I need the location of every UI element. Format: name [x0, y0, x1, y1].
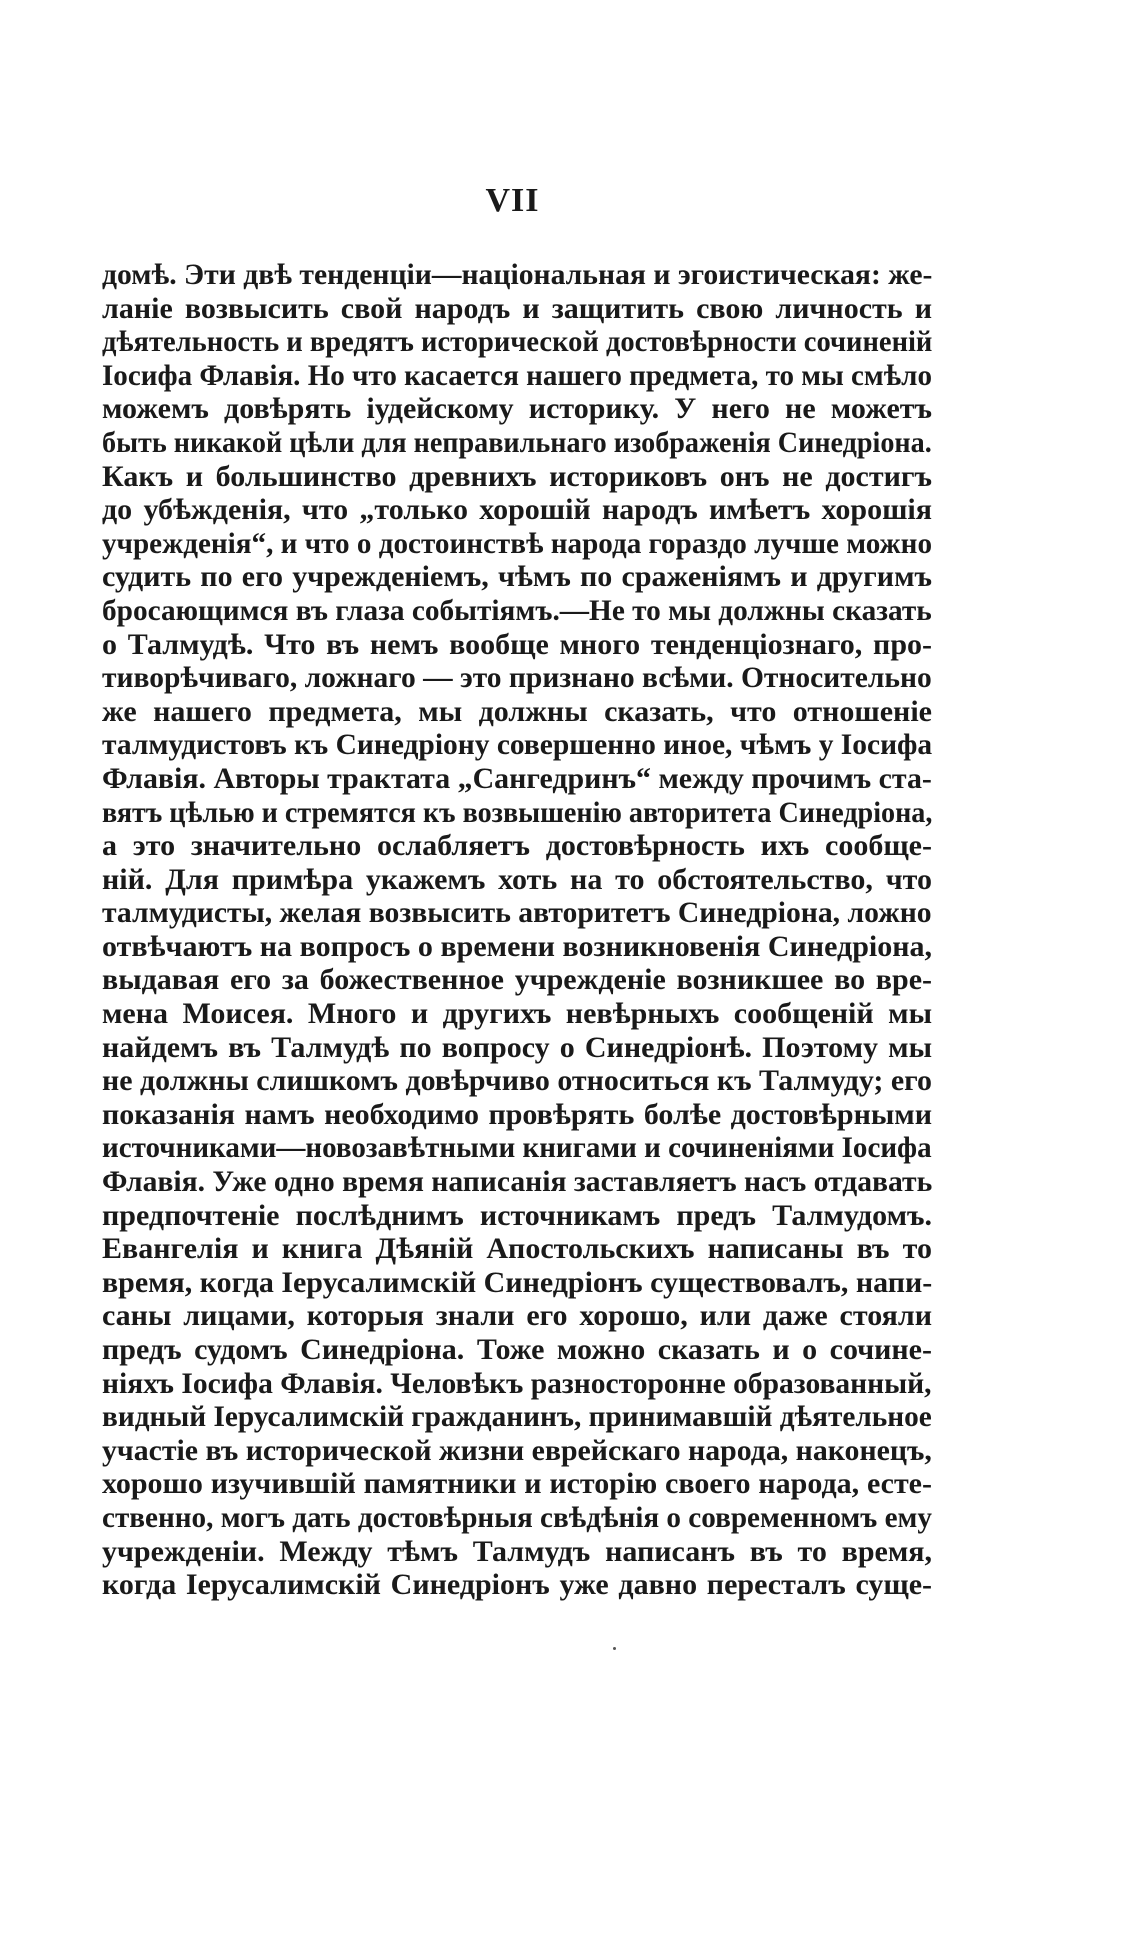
text-line: дѣятельность и вредятъ исторической достовѣрности сочиненій	[102, 325, 932, 359]
text-line: о Талмудѣ. Что въ немъ вообще много тенденціознаго, про-	[102, 627, 932, 661]
text-line: не должны слишкомъ довѣрчиво относиться къ Талмуду; его	[102, 1064, 932, 1098]
text-line: быть никакой цѣли для неправильнаго изображенія Синедріона.	[102, 425, 932, 459]
text-line: саны лицами, которыя знали его хорошо, или даже стояли	[102, 1299, 932, 1333]
text-line: можемъ довѣрять іудейскому историку. У него не можетъ	[102, 392, 932, 426]
text-line: тиворѣчиваго, ложнаго — это признано всѣми. Относительно	[102, 661, 932, 695]
text-line: ній. Для примѣра укажемъ хоть на то обстоятельство, что	[102, 862, 932, 896]
text-line: отвѣчаютъ на вопросъ о времени возникновенія Синедріона,	[102, 929, 932, 963]
text-line: до убѣжденія, что „только хорошій народъ имѣетъ хорошія	[102, 493, 932, 527]
text-line: когда Іерусалимскій Синедріонъ уже давно пересталъ суще-	[102, 1568, 932, 1602]
text-line: предпочтеніе послѣднимъ источникамъ предъ Талмудомъ.	[102, 1198, 932, 1232]
text-line: найдемъ въ Талмудѣ по вопросу о Синедріонѣ. Поэтому мы	[102, 1030, 932, 1064]
text-line: же нашего предмета, мы должны сказать, что отношеніе	[102, 694, 932, 728]
text-line: участіе въ исторической жизни еврейскаго народа, наконецъ,	[102, 1433, 932, 1467]
text-line: источниками—новозавѣтными книгами и сочиненіями Іосифа	[102, 1131, 932, 1165]
text-line: вятъ цѣлью и стремятся къ возвышенію авторитета Синедріона,	[102, 795, 933, 829]
text-line: талмудисты, желая возвысить авторитетъ Синедріона, ложно	[102, 896, 932, 930]
text-line: домѣ. Эти двѣ тенденціи—національная и эгоистическая: же-	[102, 258, 933, 291]
text-line: Флавія. Уже одно время написанія заставляетъ насъ отдавать	[102, 1165, 932, 1199]
text-line: бросающимся въ глаза событіямъ.—Не то мы должны сказать	[102, 593, 932, 627]
text-line: ственно, могъ дать достовѣрныя свѣдѣнія о современномъ ему	[102, 1500, 932, 1534]
text-line: талмудистовъ къ Синедріону совершенно иное, чѣмъ у Іосифа	[102, 728, 932, 762]
text-line: а это значительно ослабляетъ достовѣрность ихъ сообще-	[102, 829, 932, 863]
text-line: учрежденія“, и что о достоинствѣ народа гораздо лучше можно	[102, 526, 933, 560]
text-line: судить по его учрежденіемъ, чѣмъ по сраженіямъ и другимъ	[102, 560, 932, 594]
page-number: VII	[485, 182, 540, 219]
text-line: выдавая его за божественное учрежденіе возникшее во вре-	[102, 963, 932, 997]
text-line: видный Іерусалимскій гражданинъ, принимавшій дѣятельное	[102, 1400, 932, 1434]
text-line: ланіе возвысить свой народъ и защитить свою личность и	[102, 291, 932, 325]
ink-speck	[613, 1647, 616, 1650]
text-line: Флавія. Авторы трактата „Сангедринъ“ между прочимъ ста-	[102, 761, 932, 795]
text-line: хорошо изучившій памятники и исторію своего народа, есте-	[102, 1467, 932, 1501]
text-line: Евангелія и книга Дѣяній Апостольскихъ написаны въ то	[102, 1232, 932, 1266]
body-text	[102, 258, 932, 1602]
text-line: показанія намъ необходимо провѣрять болѣе достовѣрными	[102, 1097, 932, 1131]
text-line: предъ судомъ Синедріона. Тоже можно сказать и о сочине-	[102, 1333, 932, 1366]
text-line: Іосифа Флавія. Но что касается нашего предмета, то мы смѣло	[102, 358, 932, 392]
text-line: мена Моисея. Много и другихъ невѣрныхъ сообщеній мы	[102, 997, 932, 1031]
text-line: ніяхъ Іосифа Флавія. Человѣкъ разносторонне образованный,	[102, 1366, 932, 1400]
text-line: время, когда Іерусалимскій Синедріонъ существовалъ, напи-	[102, 1265, 933, 1299]
text-line: учрежденіи. Между тѣмъ Талмудъ написанъ въ то время,	[102, 1534, 932, 1568]
text-line: Какъ и большинство древнихъ историковъ онъ не достигъ	[102, 459, 932, 493]
